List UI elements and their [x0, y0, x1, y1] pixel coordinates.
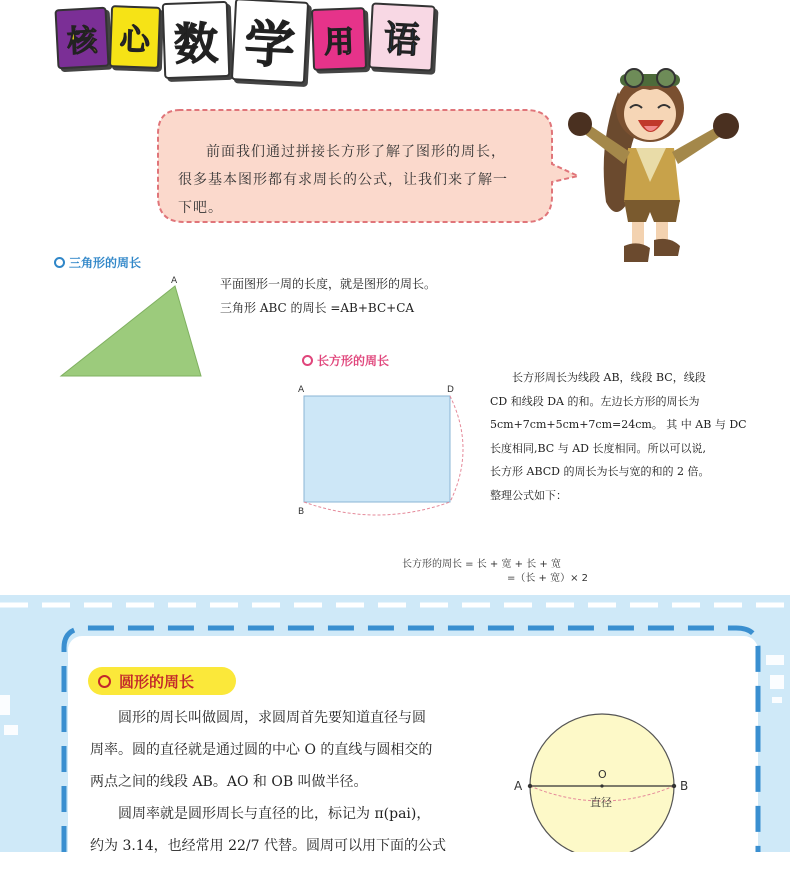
title-char-5: 用	[323, 24, 355, 61]
rectangle-formula-1: 长方形的周长 = 长 + 宽 + 长 + 宽	[402, 559, 561, 570]
title-char-4: 学	[243, 14, 297, 76]
triangle-vertex-a: A	[171, 276, 178, 286]
triangle-heading-label: 三角形的周长	[69, 256, 142, 270]
title-blocks	[50, 0, 440, 82]
triangle-text	[220, 272, 540, 320]
rectangle-text-line-5: 长方形 ABCD 的周长为长与宽的和的 2 倍。	[490, 465, 710, 478]
triangle-text-line-2: 三角形 ABC 的周长 =AB+BC+CA	[220, 301, 415, 315]
ring-icon	[54, 257, 65, 268]
bubble-text	[178, 138, 548, 222]
rectangle-heading-label: 长方形的周长	[317, 354, 390, 368]
rectangle-vertex-a: A	[298, 385, 305, 395]
triangle-heading	[54, 254, 141, 271]
circle-diameter-label: 直径	[590, 796, 612, 809]
circle-heading	[88, 667, 236, 695]
circle-para-4: 圆周率就是圆形周长与直径的比，标记为 π(pai)，	[118, 806, 431, 822]
triangle-figure	[55, 272, 215, 382]
ring-icon	[302, 355, 313, 366]
rectangle-text-line-4: 长度相同,BC 与 AD 长度相同。所以可以说,	[490, 441, 706, 455]
bubble-line-2: 很多基本图形都有求周长的公式，让我们来了解一	[178, 172, 508, 188]
rectangle-text-line-6: 整理公式如下：	[490, 488, 567, 502]
bubble-line-1: 前面我们通过拼接长方形了解了图形的周长，	[206, 144, 506, 160]
title-block-3	[162, 1, 231, 79]
rectangle-text-line-3: 5cm+7cm+5cm+7cm=24cm。 其 中 AB 与 DC	[490, 418, 747, 431]
title-block-6	[368, 2, 435, 71]
circle-label-a: A	[514, 779, 523, 793]
rectangle-text-line-1: 长方形周长为线段 AB，线段 BC，线段	[512, 371, 706, 384]
title-block-5	[311, 7, 367, 71]
circle-label-b: B	[680, 779, 689, 793]
circle-para-1: 圆形的周长叫做圆周，求圆周首先要知道直径与圆	[118, 710, 426, 726]
circle-text	[90, 702, 500, 862]
title-block-1	[54, 7, 109, 70]
bubble-line-3: 下吧。	[178, 200, 223, 216]
title-block-2	[109, 5, 161, 69]
triangle-text-line-1: 平面图形一周的长度，就是图形的周长。	[220, 277, 437, 291]
circle-figure	[508, 712, 698, 852]
title-block-4	[231, 0, 309, 84]
circle-label-o: O	[598, 768, 607, 781]
circle-para-3: 两点之间的线段 AB。AO 和 OB 叫做半径。	[90, 774, 368, 790]
circle-heading-label: 圆形的周长	[119, 672, 195, 691]
rectangle-figure	[290, 380, 490, 525]
title-char-3: 数	[173, 18, 220, 71]
rectangle-text	[490, 366, 760, 507]
rectangle-vertex-b: B	[298, 507, 305, 517]
circle-para-5: 约为 3.14，也经常用 22/7 代替。圆周可以用下面的公式	[90, 838, 446, 854]
rectangle-heading	[302, 352, 389, 369]
rectangle-text-line-2: CD 和线段 DA 的和。左边长方形的周长为	[490, 394, 700, 408]
rectangle-formula-2: =（长 + 宽）× 2	[507, 573, 589, 584]
circle-para-2: 周率。圆的直径就是通过圆的中心 O 的直线与圆相交的	[90, 742, 433, 758]
ring-icon	[98, 675, 111, 688]
title-char-6: 语	[382, 18, 421, 62]
cartoon-character	[558, 52, 748, 272]
rectangle-vertex-d: D	[447, 385, 454, 395]
title-char-1: 核	[66, 23, 99, 60]
title-char-2: 心	[119, 22, 151, 59]
